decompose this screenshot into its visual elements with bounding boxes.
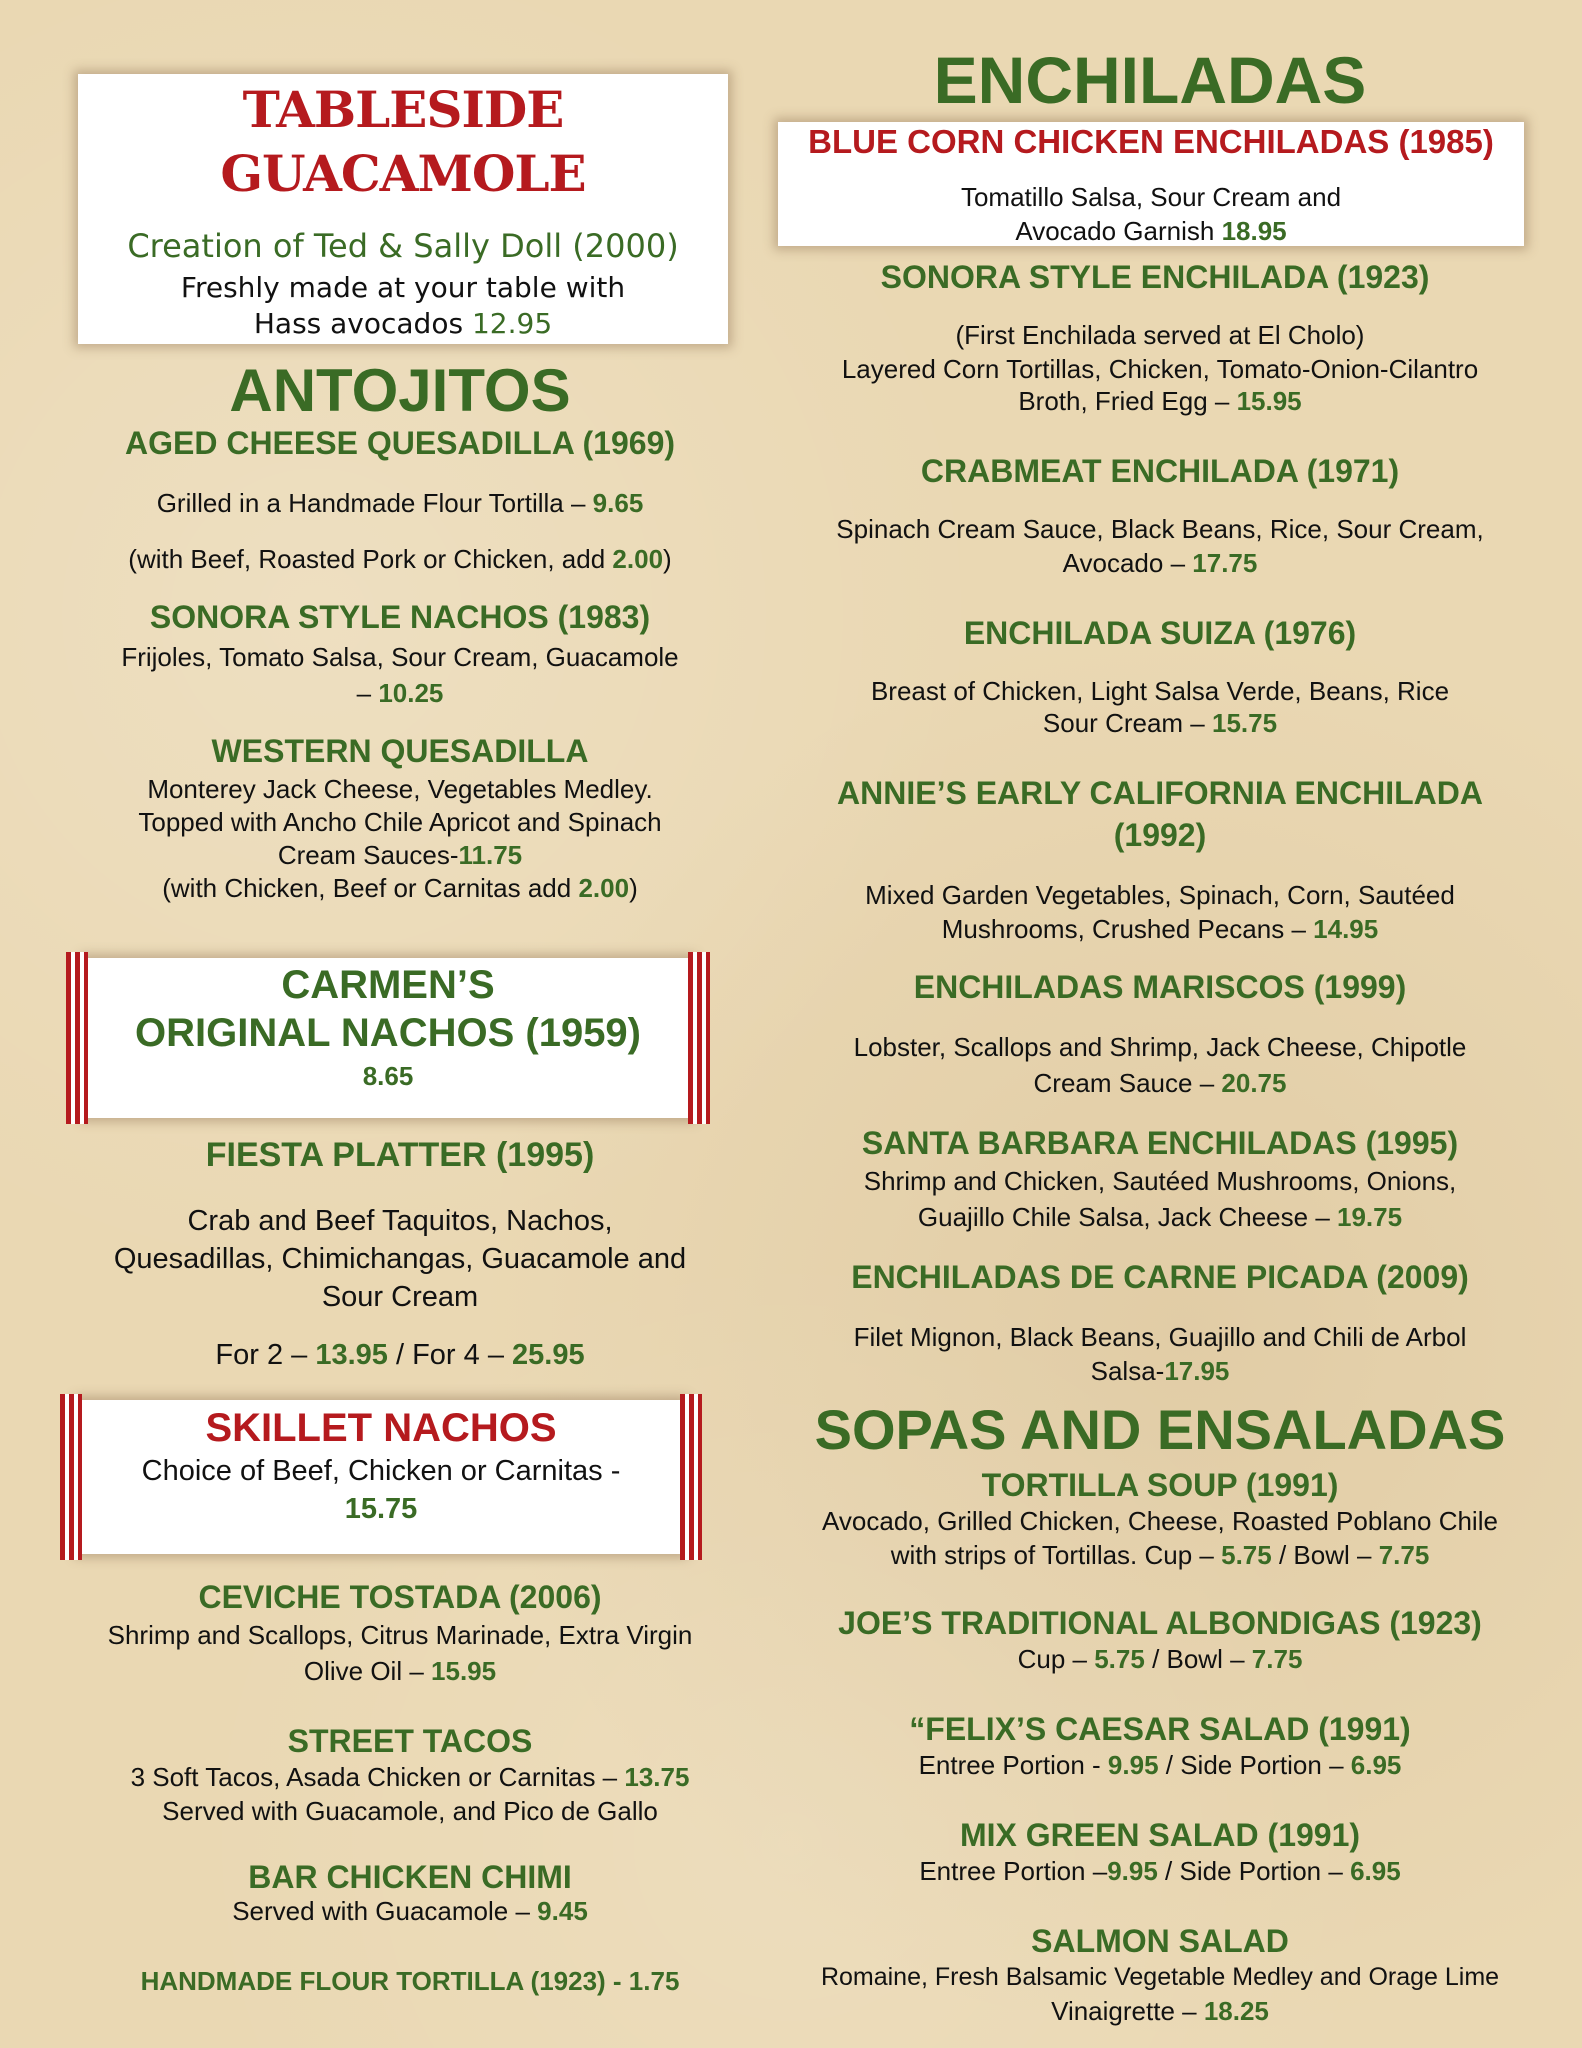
price: 9.65 [592,488,644,518]
desc-text: / Side Portion – [1165,1856,1343,1886]
aged-cheese-quesadilla-desc [70,486,730,520]
handmade-tortilla-line: HANDMADE FLOUR TORTILLA (1923) - 1.75 [140,1966,680,1996]
desc-text: Salsa- [1090,1356,1165,1386]
desc-text: 3 Soft Tacos, Asada Chicken or Carnitas – [130,1762,618,1792]
albondigas-desc [770,1642,1550,1676]
price: 10.25 [378,678,444,708]
desc-text: / Side Portion – [1165,1750,1344,1780]
guacamole-box [78,74,728,344]
price: 17.75 [1192,548,1258,578]
desc-text: Cream Sauces- [277,840,459,870]
carmens-title-1: CARMEN’S [281,963,495,1007]
guacamole-desc-2-text: Hass avocados [253,307,464,340]
carmens-nachos-box [84,958,692,1118]
price: 9.45 [537,1896,588,1926]
aged-cheese-quesadilla-name: AGED CHEESE QUESADILLA (1969) [124,425,676,461]
street-tacos-desc-2: Served with Guacamole, and Pico de Gallo [162,1796,658,1826]
sonora-enchilada-name: SONORA STYLE ENCHILADA (1923) [880,259,1430,295]
enchiladas-title: ENCHILADAS [933,43,1367,117]
fiesta-platter-name: FIESTA PLATTER (1995) [205,1136,595,1174]
santa-barbara-desc-2 [770,1200,1550,1234]
desc-text: Avocado – [1062,548,1186,578]
desc-text: (with Beef, Roasted Pork or Chicken, add [128,544,606,574]
street-tacos-name: STREET TACOS [287,1723,533,1759]
ceviche-tostada-name: CEVICHE TOSTADA (2006) [198,1579,602,1615]
desc-text: / For 4 – [395,1339,504,1371]
desc-text: Served with Guacamole – [232,1896,530,1926]
enchiladas-mariscos-desc-2 [770,1066,1550,1100]
desc-text: Sour Cream – [1042,708,1205,738]
annies-enchilada-desc-2 [770,912,1550,946]
desc-text: with strips of Tortillas. Cup – [890,1540,1214,1570]
price: 15.95 [431,1656,497,1686]
bar-chicken-chimi-desc [90,1894,730,1928]
sonora-nachos-name: SONORA STYLE NACHOS (1983) [149,599,651,635]
mix-green-salad-desc [770,1854,1550,1888]
crabmeat-enchilada-desc-1: Spinach Cream Sauce, Black Beans, Rice, Sour Cream, [836,514,1484,544]
desc-text: Avocado Garnish [1015,216,1215,246]
price: 5.75 [1221,1540,1272,1570]
sonora-enchilada-desc-1: (First Enchilada served at El Cholo) [955,320,1365,350]
carne-picada-desc-2 [770,1354,1550,1388]
street-tacos-desc-1 [90,1760,730,1794]
guacamole-price: 12.95 [471,307,553,340]
desc-text: Entree Portion – [919,1856,1108,1886]
sonora-nachos-desc-2 [70,676,730,710]
sonora-nachos-desc-1: Frijoles, Tomato Salsa, Sour Cream, Guacamole [121,642,679,672]
price: 20.75 [1221,1068,1287,1098]
crabmeat-enchilada-name: CRABMEAT ENCHILADA (1971) [920,453,1400,489]
price: 14.95 [1313,914,1379,944]
blue-corn-desc-2 [778,214,1524,248]
desc-text: Grilled in a Handmade Flour Tortilla – [156,488,586,518]
carmens-price: 8.65 [362,1061,414,1091]
tortilla-soup-desc-2 [770,1538,1550,1572]
price: 25.95 [512,1339,585,1371]
desc-text: Olive Oil – [303,1656,424,1686]
price: 15.75 [1212,708,1278,738]
desc-text: / Bowl – [1278,1540,1372,1570]
desc-text: For 2 – [215,1339,308,1371]
price: 7.75 [1251,1644,1303,1674]
western-quesadilla-desc-3 [70,838,730,872]
guacamole-creation: Creation of Ted & Sally Doll (2000) [127,227,679,265]
albondigas-name: JOE’S TRADITIONAL ALBONDIGAS (1923) [838,1605,1482,1641]
blue-corn-desc-1: Tomatillo Salsa, Sour Cream and [960,182,1342,212]
desc-text: Broth, Fried Egg – [1018,386,1230,416]
salmon-salad-desc-1: Romaine, Fresh Balsamic Vegetable Medley and Orage Lime [820,1963,1500,1991]
desc-text: Entree Portion - [918,1750,1101,1780]
salmon-salad-desc-2 [770,1994,1550,2028]
desc-text: Cup – [1017,1644,1087,1674]
carmens-title-2: ORIGINAL NACHOS (1959) [134,1011,641,1055]
santa-barbara-desc-1: Shrimp and Chicken, Sautéed Mushrooms, Onions, [863,1166,1457,1196]
price: 17.95 [1164,1356,1230,1386]
price: 5.75 [1094,1644,1145,1674]
sonora-enchilada-desc-2: Layered Corn Tortillas, Chicken, Tomato-Onion-Cilantro [841,354,1479,384]
enchilada-suiza-desc-2 [770,706,1550,740]
annies-enchilada-desc-1: Mixed Garden Vegetables, Spinach, Corn, Sautéed [865,880,1455,910]
desc-text: ) [663,544,672,574]
guacamole-title-2: GUACAMOLE [220,144,586,203]
skillet-nachos-desc: Choice of Beef, Chicken or Carnitas - [141,1455,621,1487]
fiesta-platter-desc-3: Sour Cream [321,1281,479,1313]
skillet-nachos-box [78,1400,684,1554]
annies-enchilada-name: ANNIE’S EARLY CALIFORNIA ENCHILADA [837,775,1483,811]
price: 18.25 [1203,1996,1269,2026]
skillet-nachos-name: SKILLET NACHOS [205,1406,557,1450]
carne-picada-desc-1: Filet Mignon, Black Beans, Guajillo and Chili de Arbol [853,1322,1467,1352]
blue-corn-name: BLUE CORN CHICKEN ENCHILADAS (1985) [808,123,1494,160]
crabmeat-enchilada-desc-2 [770,546,1550,580]
desc-text: / Bowl – [1152,1644,1245,1674]
fiesta-platter-prices [70,1336,730,1374]
western-quesadilla-name: WESTERN QUESADILLA [211,733,589,769]
desc-text: Mushrooms, Crushed Pecans – [941,914,1306,944]
price: 2.00 [612,544,664,574]
desc-text: Cream Sauce – [1033,1068,1215,1098]
annies-enchilada-year: (1992) [1113,817,1207,853]
desc-text: Vinaigrette – [1051,1996,1197,2026]
sopas-title: SOPAS AND ENSALADAS [814,1398,1506,1461]
price: 13.95 [315,1339,388,1371]
enchiladas-mariscos-name: ENCHILADAS MARISCOS (1999) [913,969,1407,1005]
caesar-salad-desc [770,1748,1550,1782]
price: 2.00 [578,873,630,903]
guacamole-title-1: TABLESIDE [242,80,564,139]
enchiladas-mariscos-desc-1: Lobster, Scallops and Shrimp, Jack Cheese, Chipotle [853,1032,1467,1062]
price: 9.95 [1107,1750,1159,1780]
western-quesadilla-desc-4 [70,871,730,905]
fiesta-platter-desc-2: Quesadillas, Chimichangas, Guacamole and [113,1243,687,1275]
ceviche-tostada-desc-2 [70,1654,730,1688]
price: 7.75 [1378,1540,1430,1570]
fiesta-platter-desc-1: Crab and Beef Taquitos, Nachos, [187,1205,613,1237]
carne-picada-name: ENCHILADAS DE CARNE PICADA (2009) [851,1259,1469,1295]
western-quesadilla-desc-2: Topped with Ancho Chile Apricot and Spinach [138,807,662,837]
price: 6.95 [1350,1750,1402,1780]
bar-chicken-chimi-name: BAR CHICKEN CHIMI [248,1859,572,1895]
tortilla-soup-name: TORTILLA SOUP (1991) [981,1467,1339,1503]
antojitos-title: ANTOJITOS [229,357,571,424]
price: 9.95 [1107,1856,1158,1886]
western-quesadilla-desc-1: Monterey Jack Cheese, Vegetables Medley. [147,774,653,804]
blue-corn-box [778,122,1524,246]
mix-green-salad-name: MIX GREEN SALAD (1991) [959,1817,1361,1853]
price: 18.95 [1221,216,1287,246]
santa-barbara-name: SANTA BARBARA ENCHILADAS (1995) [861,1125,1459,1161]
enchilada-suiza-name: ENCHILADA SUIZA (1976) [963,615,1357,651]
guacamole-desc-1: Freshly made at your table with [180,271,626,304]
sonora-enchilada-desc-3 [770,384,1550,418]
desc-text: Guajillo Chile Salsa, Jack Cheese – [917,1202,1330,1232]
price: 19.75 [1337,1202,1403,1232]
price: 11.75 [458,840,523,870]
caesar-salad-name: “FELIX’S CAESAR SALAD (1991) [909,1711,1411,1747]
skillet-nachos-price: 15.75 [344,1493,418,1525]
guacamole-desc-2 [78,306,728,342]
enchilada-suiza-desc-1: Breast of Chicken, Light Salsa Verde, Beans, Rice [870,676,1450,706]
ceviche-tostada-desc-1: Shrimp and Scallops, Citrus Marinade, Extra Virgin [107,1620,693,1650]
salmon-salad-name: SALMON SALAD [1031,1923,1289,1959]
price: 15.95 [1236,386,1302,416]
desc-text: (with Chicken, Beef or Carnitas add [162,873,572,903]
desc-text: ) [629,873,638,903]
tortilla-soup-desc-1: Avocado, Grilled Chicken, Cheese, Roasted Poblano Chile [822,1506,1498,1536]
aged-cheese-quesadilla-addon [70,542,730,576]
desc-text: – [356,678,372,708]
price: 13.75 [624,1762,690,1792]
price: 6.95 [1350,1856,1401,1886]
